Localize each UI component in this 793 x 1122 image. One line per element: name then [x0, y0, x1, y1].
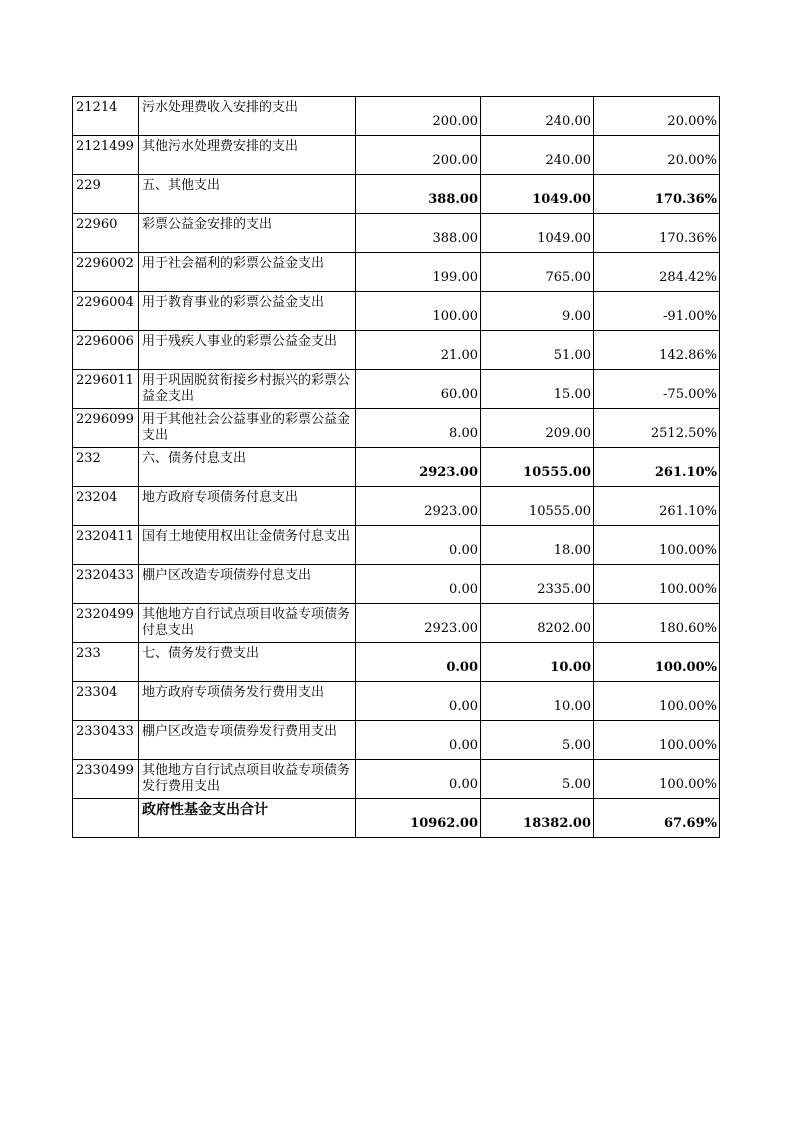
value-col-1: 2923.00: [356, 487, 481, 526]
change-percent: 100.00%: [594, 721, 720, 760]
item-name: 地方政府专项债务发行费用支出: [139, 682, 356, 721]
item-code: 23304: [73, 682, 139, 721]
item-name: 污水处理费收入安排的支出: [139, 97, 356, 136]
value-col-2: 765.00: [481, 253, 594, 292]
item-code: 232: [73, 448, 139, 487]
value-col-1: 21.00: [356, 331, 481, 370]
item-code: 21214: [73, 97, 139, 136]
item-name: 用于社会福利的彩票公益金支出: [139, 253, 356, 292]
item-code: 2296011: [73, 370, 139, 409]
value-col-2: 8202.00: [481, 604, 594, 643]
total-row: [73, 799, 720, 838]
value-col-2: 10.00: [481, 643, 594, 682]
change-percent: 2512.50%: [594, 409, 720, 448]
value-col-1: 388.00: [356, 175, 481, 214]
item-code: 2121499: [73, 136, 139, 175]
value-col-2: 15.00: [481, 370, 594, 409]
item-code: 2296099: [73, 409, 139, 448]
table-row: [73, 331, 720, 370]
value-col-2: 209.00: [481, 409, 594, 448]
table-row: [73, 448, 720, 487]
value-col-1: 2923.00: [356, 448, 481, 487]
value-col-1: 2923.00: [356, 604, 481, 643]
item-code: [73, 799, 139, 838]
value-col-2: 18.00: [481, 526, 594, 565]
change-percent: -91.00%: [594, 292, 720, 331]
table-row: [73, 643, 720, 682]
item-code: 2330499: [73, 760, 139, 799]
change-percent: 170.36%: [594, 214, 720, 253]
item-code: 2320411: [73, 526, 139, 565]
item-code: 2296004: [73, 292, 139, 331]
value-col-2: 51.00: [481, 331, 594, 370]
change-percent: 261.10%: [594, 487, 720, 526]
item-name: 彩票公益金安排的支出: [139, 214, 356, 253]
value-col-2: 1049.00: [481, 175, 594, 214]
change-percent: -75.00%: [594, 370, 720, 409]
item-name: 棚户区改造专项债券付息支出: [139, 565, 356, 604]
change-percent: 100.00%: [594, 760, 720, 799]
change-percent: 100.00%: [594, 682, 720, 721]
budget-table: [72, 96, 720, 838]
item-code: 233: [73, 643, 139, 682]
value-col-1: 60.00: [356, 370, 481, 409]
change-percent: 261.10%: [594, 448, 720, 487]
table-row: [73, 292, 720, 331]
table-row: [73, 97, 720, 136]
table-row: [73, 214, 720, 253]
item-name: 用于教育事业的彩票公益金支出: [139, 292, 356, 331]
value-col-1: 0.00: [356, 526, 481, 565]
item-code: 23204: [73, 487, 139, 526]
change-percent: 142.86%: [594, 331, 720, 370]
item-code: 2296002: [73, 253, 139, 292]
item-name: 用于其他社会公益事业的彩票公益金支出: [139, 409, 356, 448]
value-col-1: 199.00: [356, 253, 481, 292]
item-code: 2296006: [73, 331, 139, 370]
value-col-2: 18382.00: [481, 799, 594, 838]
item-name: 六、债务付息支出: [139, 448, 356, 487]
item-code: 2320499: [73, 604, 139, 643]
item-name: 其他地方自行试点项目收益专项债务付息支出: [139, 604, 356, 643]
value-col-2: 240.00: [481, 136, 594, 175]
value-col-1: 388.00: [356, 214, 481, 253]
item-name: 五、其他支出: [139, 175, 356, 214]
value-col-2: 2335.00: [481, 565, 594, 604]
value-col-1: 0.00: [356, 565, 481, 604]
table-body: [73, 97, 720, 838]
change-percent: 100.00%: [594, 526, 720, 565]
item-code: 22960: [73, 214, 139, 253]
value-col-1: 0.00: [356, 760, 481, 799]
table-row: [73, 253, 720, 292]
item-name: 其他污水处理费安排的支出: [139, 136, 356, 175]
value-col-1: 200.00: [356, 136, 481, 175]
value-col-1: 0.00: [356, 682, 481, 721]
table-row: [73, 760, 720, 799]
table-row: [73, 370, 720, 409]
change-percent: 170.36%: [594, 175, 720, 214]
change-percent: 100.00%: [594, 643, 720, 682]
change-percent: 20.00%: [594, 97, 720, 136]
value-col-2: 1049.00: [481, 214, 594, 253]
item-name: 七、债务发行费支出: [139, 643, 356, 682]
item-name: 地方政府专项债务付息支出: [139, 487, 356, 526]
table-row: [73, 409, 720, 448]
item-name: 其他地方自行试点项目收益专项债务发行费用支出: [139, 760, 356, 799]
total-label: 政府性基金支出合计: [139, 799, 356, 838]
value-col-2: 10555.00: [481, 487, 594, 526]
value-col-2: 240.00: [481, 97, 594, 136]
table-row: [73, 175, 720, 214]
table-row: [73, 721, 720, 760]
value-col-1: 0.00: [356, 721, 481, 760]
value-col-1: 100.00: [356, 292, 481, 331]
table-row: [73, 487, 720, 526]
change-percent: 284.42%: [594, 253, 720, 292]
item-name: 用于巩固脱贫衔接乡村振兴的彩票公益金支出: [139, 370, 356, 409]
item-name: 用于残疾人事业的彩票公益金支出: [139, 331, 356, 370]
item-code: 229: [73, 175, 139, 214]
change-percent: 180.60%: [594, 604, 720, 643]
change-percent: 100.00%: [594, 565, 720, 604]
value-col-1: 200.00: [356, 97, 481, 136]
value-col-1: 0.00: [356, 643, 481, 682]
item-name: 国有土地使用权出让金债务付息支出: [139, 526, 356, 565]
item-name: 棚户区改造专项债券发行费用支出: [139, 721, 356, 760]
item-code: 2330433: [73, 721, 139, 760]
table-row: [73, 136, 720, 175]
value-col-1: 8.00: [356, 409, 481, 448]
change-percent: 67.69%: [594, 799, 720, 838]
value-col-2: 10555.00: [481, 448, 594, 487]
table-row: [73, 565, 720, 604]
item-code: 2320433: [73, 565, 139, 604]
value-col-1: 10962.00: [356, 799, 481, 838]
value-col-2: 9.00: [481, 292, 594, 331]
value-col-2: 5.00: [481, 760, 594, 799]
table-row: [73, 682, 720, 721]
value-col-2: 10.00: [481, 682, 594, 721]
value-col-2: 5.00: [481, 721, 594, 760]
table-row: [73, 526, 720, 565]
table-row: [73, 604, 720, 643]
change-percent: 20.00%: [594, 136, 720, 175]
